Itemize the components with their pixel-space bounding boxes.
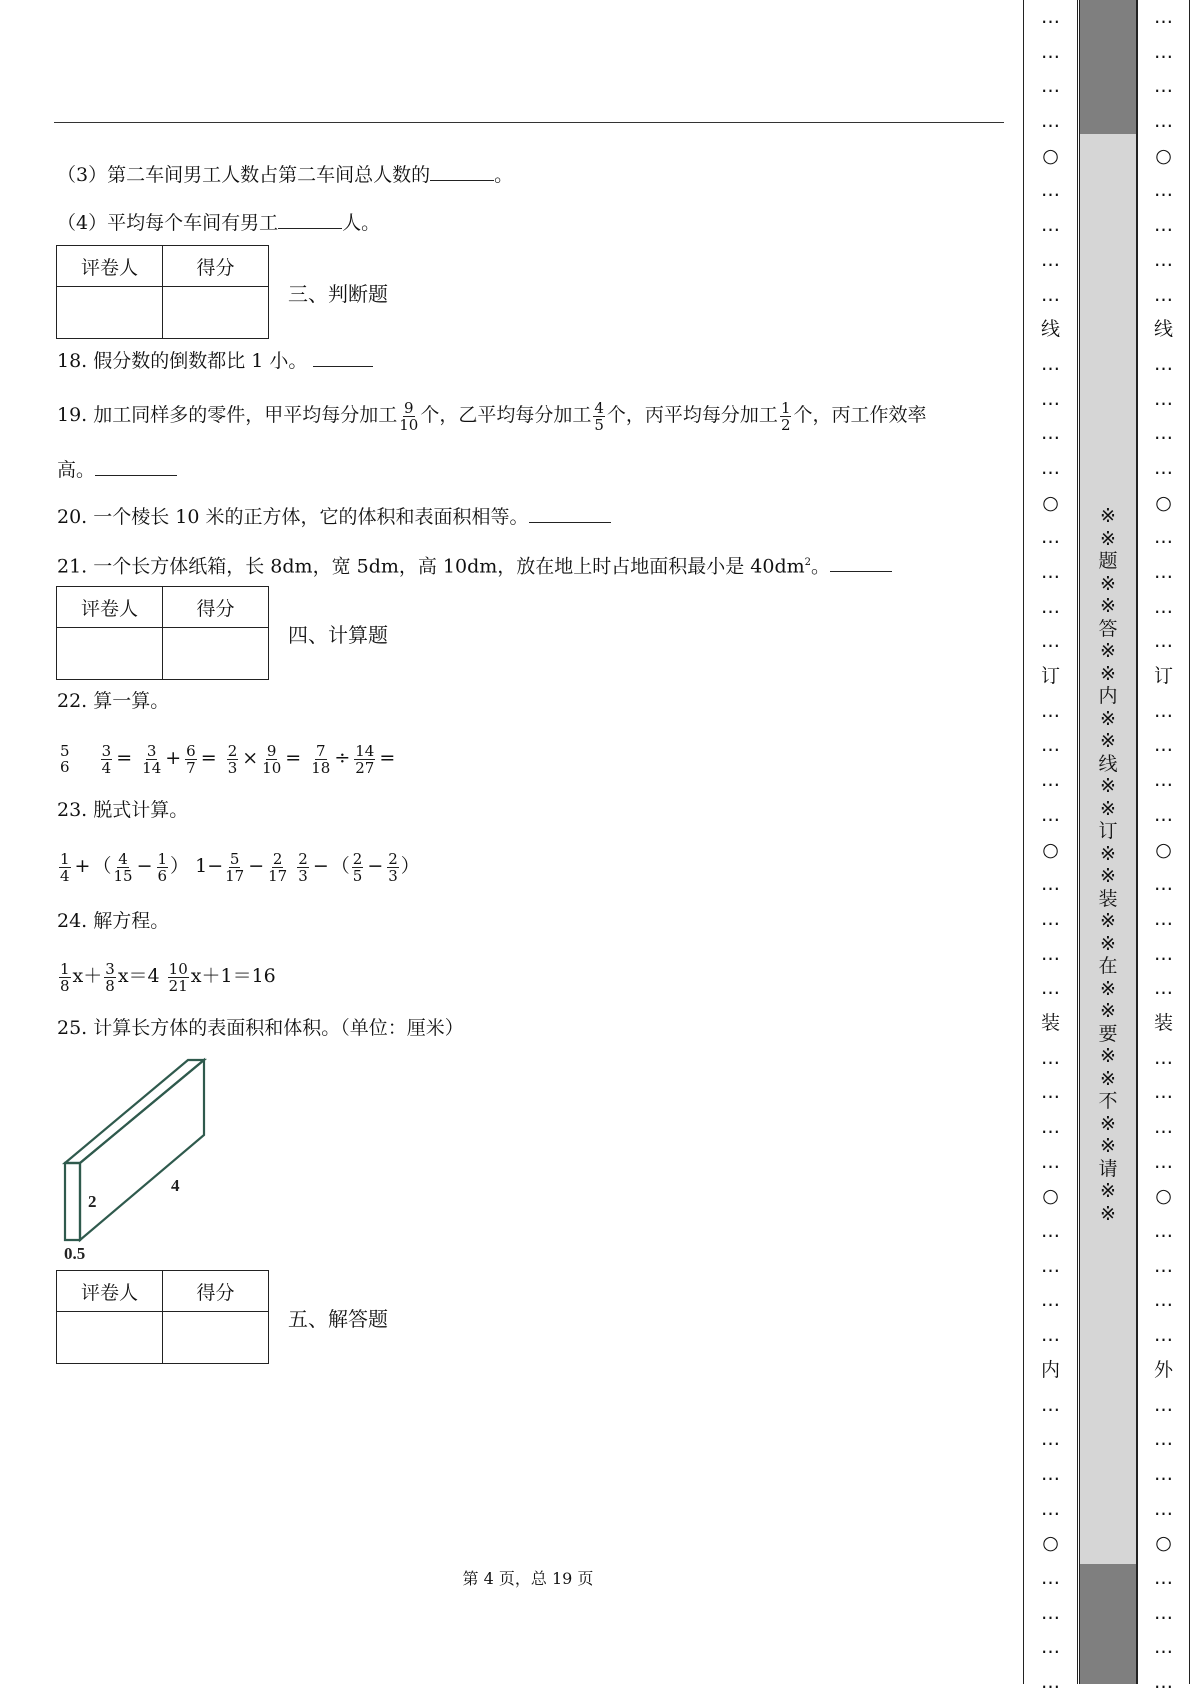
warning-char: ※ bbox=[1100, 775, 1116, 797]
binding-mark: … bbox=[1041, 1220, 1060, 1243]
binding-mark: … bbox=[1041, 179, 1060, 202]
cuboid-top-face bbox=[65, 1060, 204, 1163]
binding-mark: … bbox=[1154, 40, 1173, 63]
grader-cell[interactable] bbox=[57, 628, 163, 680]
binding-mark: … bbox=[1154, 456, 1173, 479]
grader-label: 评卷人 bbox=[57, 587, 163, 628]
binding-mark: … bbox=[1041, 1671, 1060, 1693]
section-title: 四、计算题 bbox=[288, 623, 388, 647]
binding-mark: … bbox=[1154, 1636, 1173, 1659]
binding-mark: … bbox=[1041, 110, 1060, 133]
binding-mark: … bbox=[1041, 1601, 1060, 1624]
fraction: $\frac{4}{15}$ bbox=[113, 849, 133, 885]
fraction: $\frac{5}{17}$ bbox=[225, 849, 245, 885]
binding-mark: 外 bbox=[1153, 1358, 1173, 1381]
binding-mark: … bbox=[1041, 352, 1060, 375]
fraction: $\frac{9}{10}$ bbox=[399, 398, 419, 434]
score-label: 得分 bbox=[163, 1271, 269, 1312]
fraction: $\frac{1}{6}$ bbox=[157, 849, 168, 885]
binding-mark: … bbox=[1041, 1254, 1060, 1277]
binding-mark: … bbox=[1154, 1393, 1173, 1416]
header-rule bbox=[54, 122, 1004, 123]
score-label: 得分 bbox=[163, 246, 269, 287]
binding-mark: ○ bbox=[1042, 491, 1059, 514]
warning-char: ※ bbox=[1100, 865, 1116, 887]
fraction: $\frac{3}{14}$ bbox=[142, 741, 162, 777]
score-cell[interactable] bbox=[163, 628, 269, 680]
binding-mark: ○ bbox=[1042, 838, 1059, 861]
binding-mark: ○ bbox=[1042, 144, 1059, 167]
binding-band-bottom bbox=[1080, 1564, 1136, 1684]
answer-blank[interactable] bbox=[278, 210, 342, 229]
binding-mark: … bbox=[1041, 769, 1060, 792]
length-label: 4 bbox=[171, 1176, 180, 1195]
warning-char: ※ bbox=[1100, 527, 1116, 550]
warning-char: ※ bbox=[1100, 595, 1116, 617]
warning-char: 答 bbox=[1098, 617, 1118, 640]
binding-mark: … bbox=[1041, 248, 1060, 271]
fraction: $\frac{1}{2}$ bbox=[780, 398, 791, 434]
binding-mark: 内 bbox=[1040, 1358, 1060, 1381]
grader-label: 评卷人 bbox=[57, 246, 163, 287]
warning-char: ※ bbox=[1100, 842, 1116, 865]
binding-strip-outer bbox=[1137, 0, 1190, 1693]
score-label: 得分 bbox=[163, 587, 269, 628]
binding-mark: … bbox=[1041, 1116, 1060, 1138]
binding-mark: … bbox=[1041, 75, 1060, 98]
answer-blank[interactable] bbox=[529, 504, 611, 523]
binding-mark: … bbox=[1041, 40, 1060, 63]
binding-mark: … bbox=[1041, 526, 1060, 549]
binding-mark: … bbox=[1154, 734, 1173, 757]
question-20: 20. 一个棱长 10 米的正方体，它的体积和表面积相等。 bbox=[57, 504, 611, 529]
binding-mark: … bbox=[1154, 873, 1173, 896]
width-label: 0.5 bbox=[64, 1244, 86, 1263]
warning-char: ※ bbox=[1100, 572, 1116, 595]
binding-mark: 线 bbox=[1153, 318, 1173, 341]
question-3: （3）第二车间男工人数占第二车间总人数的 。 bbox=[57, 164, 514, 186]
warning-char: ※ bbox=[1100, 977, 1116, 1000]
warning-char: ※ bbox=[1100, 1112, 1116, 1135]
binding-mark: … bbox=[1041, 456, 1060, 479]
fraction: $\frac{6}{7}$ bbox=[186, 741, 196, 777]
answer-blank[interactable] bbox=[313, 348, 373, 367]
binding-mark: … bbox=[1154, 907, 1173, 930]
binding-warning-strip bbox=[1079, 0, 1137, 1684]
binding-mark: … bbox=[1154, 526, 1173, 549]
binding-mark: … bbox=[1154, 110, 1173, 133]
binding-mark: … bbox=[1154, 1497, 1173, 1520]
binding-mark: … bbox=[1041, 1081, 1060, 1104]
fraction: $\frac{2}{5}$ bbox=[352, 849, 363, 885]
binding-mark: … bbox=[1041, 1150, 1060, 1173]
binding-mark: … bbox=[1154, 422, 1173, 445]
answer-blank[interactable] bbox=[830, 553, 892, 572]
fraction: $\frac{4}{5}$ bbox=[594, 398, 604, 434]
binding-mark: … bbox=[1154, 942, 1173, 965]
binding-mark: … bbox=[1154, 1324, 1173, 1347]
binding-band-top bbox=[1080, 0, 1136, 134]
binding-mark: … bbox=[1041, 1289, 1060, 1312]
binding-mark: ○ bbox=[1155, 144, 1172, 167]
grader-cell[interactable] bbox=[57, 287, 163, 339]
binding-mark: … bbox=[1041, 803, 1060, 826]
binding-mark: … bbox=[1154, 803, 1173, 826]
warning-char: 要 bbox=[1098, 1022, 1118, 1045]
binding-mark: … bbox=[1041, 1566, 1060, 1589]
binding-mark: ○ bbox=[1155, 491, 1172, 514]
question-24-expr: $\frac{1}{8}$ x＋ $\frac{3}{8}$ x＝4 $\frac{10}{21}$ x＋1＝16 bbox=[60, 959, 276, 995]
binding-mark: … bbox=[1154, 699, 1173, 722]
question-23-title: 23. 脱式计算。 bbox=[57, 799, 189, 821]
warning-char: ※ bbox=[1100, 1135, 1116, 1157]
warning-char: ※ bbox=[1100, 910, 1116, 932]
warning-char: ※ bbox=[1100, 1045, 1116, 1067]
question-22-title: 22. 算一算。 bbox=[57, 690, 170, 712]
page-footer: 第 4 页，总 19 页 bbox=[462, 1569, 594, 1588]
binding-mark: … bbox=[1154, 214, 1173, 237]
section-title: 三、判断题 bbox=[288, 282, 388, 306]
warning-char: 不 bbox=[1098, 1090, 1118, 1112]
binding-mark: 订 bbox=[1040, 665, 1060, 688]
score-cell[interactable] bbox=[163, 287, 269, 339]
section-title: 五、解答题 bbox=[288, 1307, 388, 1331]
grader-cell[interactable] bbox=[57, 1312, 163, 1364]
binding-mark: … bbox=[1154, 1462, 1173, 1485]
cuboid-side-face bbox=[80, 1060, 204, 1240]
binding-mark: … bbox=[1154, 248, 1173, 271]
binding-mark: … bbox=[1041, 283, 1060, 306]
binding-mark: … bbox=[1041, 1324, 1060, 1347]
binding-mark: … bbox=[1041, 942, 1060, 965]
warning-char: ※ bbox=[1100, 1180, 1116, 1202]
fraction: $\frac{10}{21}$ bbox=[168, 959, 188, 995]
cuboid-front-face bbox=[65, 1163, 80, 1240]
cuboid-figure bbox=[58, 1055, 218, 1265]
fraction: $\frac{2}{17}$ bbox=[268, 849, 288, 885]
binding-mark: ○ bbox=[1155, 1532, 1172, 1555]
warning-char: ※ bbox=[1100, 505, 1116, 527]
binding-mark: … bbox=[1154, 387, 1173, 410]
fraction: $\frac{3}{4}$ bbox=[101, 741, 112, 777]
fraction: $\frac{7}{18}$ bbox=[311, 741, 331, 777]
height-label: 2 bbox=[88, 1192, 97, 1211]
fraction: $\frac{9}{10}$ bbox=[262, 741, 282, 777]
binding-mark: … bbox=[1154, 769, 1173, 792]
warning-char: ※ bbox=[1100, 932, 1116, 955]
score-table bbox=[56, 586, 269, 680]
binding-mark: ○ bbox=[1155, 1185, 1172, 1208]
binding-mark: … bbox=[1041, 561, 1060, 583]
warning-char: 在 bbox=[1098, 955, 1118, 977]
binding-mark: … bbox=[1154, 1116, 1173, 1138]
warning-char: ※ bbox=[1100, 1202, 1116, 1225]
binding-mark: … bbox=[1041, 422, 1060, 445]
question-19-cont: 高。 bbox=[57, 457, 177, 482]
binding-mark: ○ bbox=[1042, 1185, 1059, 1208]
binding-mark: ○ bbox=[1042, 1532, 1059, 1555]
binding-mark: … bbox=[1154, 1428, 1173, 1451]
binding-mark: … bbox=[1154, 1566, 1173, 1589]
binding-mark: 装 bbox=[1153, 1011, 1173, 1034]
grader-label: 评卷人 bbox=[57, 1271, 163, 1312]
fraction: $\frac{14}{27}$ bbox=[355, 741, 375, 777]
binding-mark: … bbox=[1041, 1046, 1060, 1069]
binding-mark: … bbox=[1041, 1428, 1060, 1451]
binding-mark: … bbox=[1154, 1046, 1173, 1069]
binding-mark: … bbox=[1154, 1254, 1173, 1277]
warning-char: ※ bbox=[1100, 662, 1116, 685]
binding-mark: … bbox=[1154, 75, 1173, 98]
question-24-title: 24. 解方程。 bbox=[57, 910, 170, 932]
warning-char: ※ bbox=[1100, 707, 1116, 730]
binding-mark: … bbox=[1041, 1636, 1060, 1659]
binding-warning-text bbox=[1080, 505, 1136, 1225]
binding-mark: … bbox=[1154, 630, 1173, 653]
binding-mark: … bbox=[1041, 1393, 1060, 1416]
warning-char: ※ bbox=[1100, 1067, 1116, 1090]
binding-mark: … bbox=[1041, 595, 1060, 618]
binding-mark: … bbox=[1154, 1671, 1173, 1693]
binding-mark: 订 bbox=[1153, 665, 1173, 688]
binding-mark: … bbox=[1041, 907, 1060, 930]
question-21: 21. 一个长方体纸箱，长 8dm，宽 5dm，高 10dm，放在地上时占地面积最小是 $40dm^2$。 bbox=[57, 551, 892, 578]
binding-mark: … bbox=[1154, 1220, 1173, 1243]
warning-char: 装 bbox=[1098, 887, 1118, 910]
binding-mark: … bbox=[1041, 387, 1060, 410]
binding-mark: … bbox=[1154, 352, 1173, 375]
binding-mark: … bbox=[1154, 1081, 1173, 1104]
score-table bbox=[56, 245, 269, 339]
score-table bbox=[56, 1270, 269, 1364]
question-18: 18. 假分数的倒数都比 1 小。 bbox=[57, 348, 373, 373]
fraction: $\frac{1}{4}$ bbox=[60, 849, 70, 885]
fraction: $\frac{2}{3}$ bbox=[298, 849, 308, 885]
fraction: $\frac{2}{3}$ bbox=[388, 849, 398, 885]
warning-char: 订 bbox=[1098, 820, 1118, 842]
warning-char: ※ bbox=[1100, 640, 1116, 662]
binding-mark: ○ bbox=[1155, 838, 1172, 861]
binding-mark: … bbox=[1041, 6, 1060, 28]
question-25-title: 25. 计算长方体的表面积和体积。（单位：厘米） bbox=[57, 1017, 464, 1039]
fraction: $\frac{2}{3}$ bbox=[227, 741, 238, 777]
fraction: $\frac{1}{8}$ bbox=[60, 959, 70, 995]
answer-blank[interactable] bbox=[95, 457, 177, 476]
binding-mark: … bbox=[1041, 1497, 1060, 1520]
binding-strip-inner bbox=[1023, 0, 1078, 1693]
binding-mark: … bbox=[1041, 1462, 1060, 1485]
question-19: 19. 加工同样多的零件，甲平均每分加工 $\frac{9}{10}$ 个，乙平均每分加工 $\frac{4}{5}$ 个，丙平均每分加工 $\frac{1}{2}$ 个，丙工作效率 bbox=[57, 398, 927, 434]
warning-char: ※ bbox=[1100, 797, 1116, 820]
answer-blank[interactable] bbox=[430, 162, 494, 181]
fraction: 5 6 bbox=[60, 742, 70, 776]
binding-mark: … bbox=[1154, 6, 1173, 28]
binding-mark: … bbox=[1154, 1601, 1173, 1624]
binding-mark: … bbox=[1041, 734, 1060, 757]
binding-mark: … bbox=[1154, 179, 1173, 202]
score-cell[interactable] bbox=[163, 1312, 269, 1364]
question-4: （4）平均每个车间有男工 人。 bbox=[57, 212, 381, 234]
binding-mark: … bbox=[1154, 1289, 1173, 1312]
binding-mark: 线 bbox=[1040, 318, 1060, 341]
binding-mark: … bbox=[1154, 977, 1173, 1000]
warning-char: 题 bbox=[1098, 550, 1118, 572]
binding-mark: … bbox=[1041, 977, 1060, 1000]
warning-char: ※ bbox=[1100, 730, 1116, 752]
binding-mark: … bbox=[1041, 873, 1060, 896]
binding-mark: … bbox=[1154, 283, 1173, 306]
warning-char: 请 bbox=[1098, 1157, 1118, 1180]
question-23-expr: $\frac{1}{4}$ + （ $\frac{4}{15}$ − $\frac{1}{6}$ ） 1− $\frac{5}{17}$ − $\frac{2}{17}$ $\frac{2}{3}$ − （ $\frac{2}{5}$ − $\frac{2}{3}$ ） bbox=[60, 849, 420, 885]
warning-char: ※ bbox=[1100, 1000, 1116, 1022]
binding-mark: … bbox=[1041, 699, 1060, 722]
binding-mark: 装 bbox=[1040, 1011, 1060, 1034]
warning-char: 内 bbox=[1098, 685, 1118, 707]
binding-mark: … bbox=[1154, 561, 1173, 583]
binding-mark: … bbox=[1041, 630, 1060, 653]
binding-mark: … bbox=[1154, 595, 1173, 618]
warning-char: 线 bbox=[1098, 752, 1118, 775]
binding-mark: … bbox=[1154, 1150, 1173, 1173]
fraction: $\frac{3}{8}$ bbox=[105, 959, 115, 995]
binding-mark: … bbox=[1041, 214, 1060, 237]
question-22-expr: 5 6 $\frac{3}{4}$ = $\frac{3}{14}$ + $\frac{6}{7}$ = $\frac{2}{3}$ × $\frac{9}{10}$ = $\frac{7}{18}$ ÷ $\frac{14}{27}$ = bbox=[60, 741, 396, 777]
